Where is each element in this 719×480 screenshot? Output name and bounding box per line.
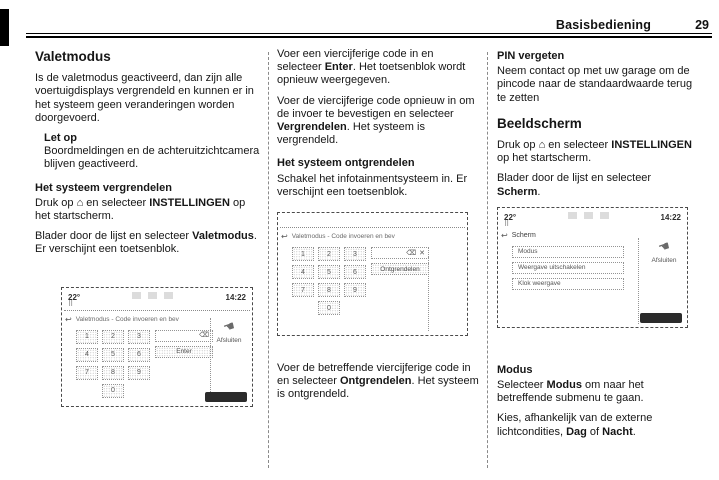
keypad-key-6[interactable]: 6 bbox=[128, 348, 150, 362]
status-icon-2 bbox=[148, 292, 157, 299]
back-icon[interactable]: ↩ bbox=[281, 232, 288, 242]
switch-on-paragraph: Schakel het infotainmentsysteem in. Er verschijnt een toetsenblok. bbox=[277, 172, 468, 198]
text-run: . Het systeem is vergrendeld. bbox=[277, 121, 425, 147]
keypad-key-1[interactable]: 1 bbox=[292, 247, 314, 261]
screen-title: Valetmodus - Code invoeren en bev bbox=[75, 315, 179, 323]
settings-list bbox=[512, 246, 624, 290]
exit-touch-area[interactable] bbox=[645, 237, 683, 267]
status-bar bbox=[62, 288, 252, 302]
heading-lock-system: Het systeem vergrendelen bbox=[35, 181, 172, 194]
list-item-display-off[interactable]: Weergave uitschakelen bbox=[512, 262, 624, 274]
backspace-icon[interactable]: ⌫ bbox=[406, 249, 417, 257]
valetmodus-intro: Is de valetmodus geactiveerd, dan zijn alle voertuigdisplays vergrendeld en kunnen er in het systeem geen veranderingen worden doorgevoerd. bbox=[35, 72, 254, 124]
text-run: . bbox=[632, 425, 636, 438]
header-rule-thick bbox=[26, 36, 712, 38]
dark-footer-button[interactable] bbox=[205, 392, 247, 402]
heading-display: Beeldscherm bbox=[497, 115, 582, 131]
chapter-edge-tab bbox=[0, 9, 9, 46]
keypad-key-2[interactable]: 2 bbox=[102, 330, 124, 344]
status-temperature: 22° bbox=[504, 212, 517, 222]
home-icon: ⌂ bbox=[76, 196, 84, 209]
keypad-key-7[interactable]: 7 bbox=[292, 283, 314, 297]
text-run: Voer de viercijferige code opnieuw in om de invoer te bevestigen en selecteer bbox=[277, 94, 475, 120]
unlock-button[interactable]: Ontgrendelen bbox=[371, 263, 429, 275]
keypad-key-0[interactable]: 0 bbox=[102, 384, 124, 398]
note-body: Boordmeldingen en de achteruitzichtcamera blijven geactiveerd. bbox=[44, 145, 260, 171]
section-title: Basisbediening bbox=[555, 18, 652, 32]
text-run: of bbox=[586, 425, 603, 438]
screen-title: Valetmodus - Code invoeren en bev bbox=[291, 233, 395, 241]
status-icons bbox=[568, 212, 609, 219]
text-run: Voer een viercijferige code in en selecteer bbox=[277, 48, 434, 74]
nacht-keyword: Nacht bbox=[602, 425, 633, 438]
panel-divider bbox=[428, 257, 429, 331]
unlock-paragraph bbox=[277, 362, 479, 402]
status-bar-blank bbox=[278, 213, 467, 225]
status-temperature: 22° bbox=[68, 292, 81, 302]
settings-keyword: INSTELLINGEN bbox=[611, 139, 692, 152]
home-icon: ⌂ bbox=[538, 139, 546, 152]
keypad-key-8[interactable]: 8 bbox=[102, 366, 124, 380]
screenshot-valet-keypad-unlock bbox=[277, 212, 468, 336]
note-block bbox=[44, 132, 261, 172]
press-home-paragraph bbox=[35, 197, 261, 223]
back-icon[interactable]: ↩ bbox=[65, 314, 72, 324]
enter-button[interactable]: Enter bbox=[155, 346, 213, 358]
valetmodus-keyword: Valetmodus bbox=[192, 230, 254, 243]
status-icons bbox=[132, 292, 173, 299]
text-run: Blader door de lijst en selecteer bbox=[497, 172, 652, 185]
unlock-keyword: Ontgrendelen bbox=[339, 375, 412, 388]
lock-keyword: Vergrendelen bbox=[277, 121, 347, 134]
column-1 bbox=[35, 48, 261, 407]
exit-label: Afsluiten bbox=[216, 336, 242, 344]
action-column bbox=[371, 247, 429, 315]
enter-code-paragraph bbox=[277, 48, 479, 88]
text-run: . bbox=[537, 185, 541, 198]
running-header bbox=[28, 16, 709, 34]
text-run: Kies, afhankelijk van de externe lichtcondities, bbox=[497, 412, 653, 438]
pin-paragraph: Neem contact op met uw garage om de pincode naar de standaardwaarde terug te zetten bbox=[497, 65, 693, 104]
numeric-keypad bbox=[292, 247, 366, 315]
keypad-key-9[interactable]: 9 bbox=[128, 366, 150, 380]
settings-keyword: INSTELLINGEN bbox=[149, 196, 230, 209]
text-run: . Er verschijnt een toetsenblok. bbox=[35, 230, 257, 256]
screenshot-scherm-menu bbox=[497, 207, 688, 328]
column-separator-2 bbox=[487, 52, 488, 468]
keypad-key-1[interactable]: 1 bbox=[76, 330, 98, 344]
heading-valetmodus: Valetmodus bbox=[35, 49, 111, 64]
scroll-list-paragraph bbox=[35, 230, 261, 256]
menu-grid-icon[interactable]: ⠿ bbox=[504, 220, 510, 228]
text-run: Selecteer bbox=[497, 379, 547, 392]
keypad-key-4[interactable]: 4 bbox=[292, 265, 314, 279]
hand-icon: ☚ bbox=[221, 317, 237, 336]
status-icon-1 bbox=[568, 212, 577, 219]
code-input-field[interactable] bbox=[371, 247, 429, 259]
status-icon-2 bbox=[584, 212, 593, 219]
press-home-paragraph bbox=[497, 139, 695, 165]
backspace-icon[interactable]: ⌫ bbox=[199, 332, 209, 340]
panel-divider bbox=[638, 238, 639, 324]
column-2 bbox=[277, 48, 479, 409]
day-night-paragraph bbox=[497, 412, 695, 438]
text-run: op het startscherm. bbox=[35, 196, 246, 223]
modus-keyword: Modus bbox=[546, 379, 582, 392]
enter-keyword: Enter bbox=[324, 61, 353, 74]
status-bar bbox=[498, 208, 687, 222]
keypad-key-3[interactable]: 3 bbox=[344, 247, 366, 261]
header-rule-thin bbox=[26, 33, 712, 34]
status-clock: 14:22 bbox=[225, 292, 246, 302]
keypad-key-2[interactable]: 2 bbox=[318, 247, 340, 261]
text-run: en selecteer bbox=[83, 196, 150, 209]
code-input-field[interactable] bbox=[155, 330, 213, 342]
status-clock: 14:22 bbox=[660, 212, 681, 222]
status-icon-1 bbox=[132, 292, 141, 299]
text-run: Druk op bbox=[35, 196, 77, 209]
list-item-modus[interactable]: Modus bbox=[512, 246, 624, 258]
keypad-key-9[interactable]: 9 bbox=[344, 283, 366, 297]
list-item-clock-display[interactable]: Klok weergave bbox=[512, 278, 624, 290]
text-run: om naar het betreffende submenu te gaan. bbox=[497, 379, 644, 405]
exit-touch-area[interactable] bbox=[210, 317, 248, 347]
heading-pin-forgotten: PIN vergeten bbox=[497, 50, 565, 62]
column-separator-1 bbox=[268, 52, 269, 468]
keypad-key-8[interactable]: 8 bbox=[318, 283, 340, 297]
note-title: Let op bbox=[44, 132, 77, 145]
keypad-key-5[interactable]: 5 bbox=[102, 348, 124, 362]
exit-label: Afsluiten bbox=[651, 256, 677, 264]
hand-icon: ☚ bbox=[656, 237, 672, 256]
clear-icon[interactable]: ✕ bbox=[419, 249, 425, 257]
modus-paragraph bbox=[497, 379, 695, 405]
scherm-keyword: Scherm bbox=[497, 185, 538, 198]
keypad-key-4[interactable]: 4 bbox=[76, 348, 98, 362]
column-3 bbox=[497, 48, 695, 446]
numeric-keypad bbox=[76, 330, 150, 398]
text-run: . Het systeem is ontgrendeld. bbox=[277, 375, 479, 401]
text-run: . Het toetsenblok wordt opnieuw weergegeven. bbox=[277, 61, 466, 87]
screen-title: Scherm bbox=[511, 231, 536, 239]
keypad-key-6[interactable]: 6 bbox=[344, 265, 366, 279]
back-icon[interactable]: ↩ bbox=[501, 230, 508, 240]
keypad-key-5[interactable]: 5 bbox=[318, 265, 340, 279]
scroll-list-paragraph bbox=[497, 172, 695, 198]
keypad-zone bbox=[278, 244, 467, 315]
text-run: Blader door de lijst en selecteer bbox=[35, 230, 193, 243]
text-run: Druk op bbox=[497, 139, 539, 152]
page-number: 29 bbox=[695, 18, 709, 32]
heading-unlock-system: Het systeem ontgrendelen bbox=[277, 157, 415, 170]
keypad-key-0[interactable]: 0 bbox=[318, 301, 340, 315]
text-run: op het startscherm. bbox=[497, 152, 592, 165]
action-column bbox=[155, 330, 213, 398]
screenshot-valet-keypad-lock bbox=[61, 287, 253, 407]
menu-grid-icon[interactable]: ⠿ bbox=[68, 300, 74, 308]
status-icon-3 bbox=[600, 212, 609, 219]
text-run: Voer de betreffende viercijferige code in en selecteer bbox=[277, 362, 471, 388]
dark-footer-button[interactable] bbox=[640, 313, 682, 323]
text-run: en selecteer bbox=[545, 139, 612, 152]
dag-keyword: Dag bbox=[566, 425, 587, 438]
heading-modus: Modus bbox=[497, 363, 533, 376]
status-icon-3 bbox=[164, 292, 173, 299]
keypad-key-3[interactable]: 3 bbox=[128, 330, 150, 344]
keypad-key-7[interactable]: 7 bbox=[76, 366, 98, 380]
confirm-code-paragraph bbox=[277, 95, 479, 148]
